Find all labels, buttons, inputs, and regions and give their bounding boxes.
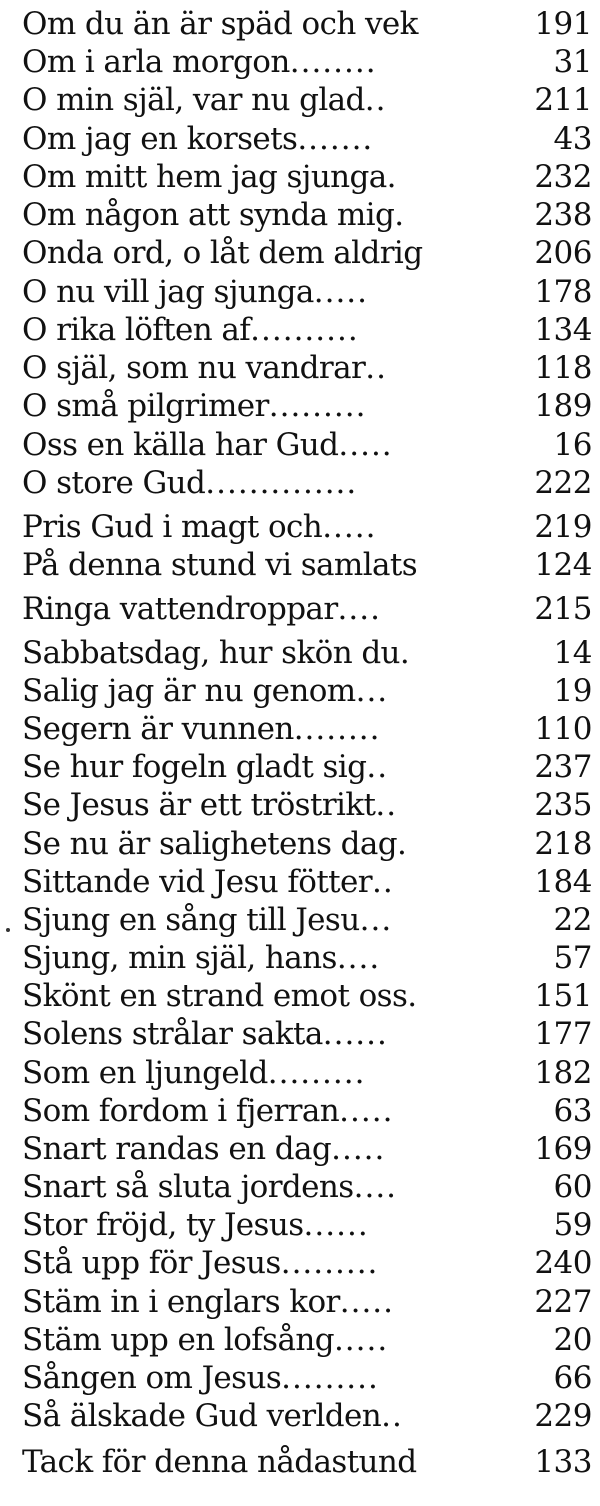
entry-page-number: 182	[534, 1055, 592, 1091]
index-entry	[22, 1169, 592, 1205]
entry-title: O nu vill jag sjunga	[22, 274, 314, 310]
index-entry	[22, 1360, 592, 1396]
entry-title: O små pilgrimer	[22, 388, 269, 424]
entry-page-number: 237	[534, 749, 592, 785]
entry-page-number: 14	[553, 635, 592, 671]
index-entry	[22, 940, 592, 976]
entry-page-number: 189	[534, 388, 592, 424]
index-entry	[22, 465, 592, 501]
entry-title: Som en ljungeld	[22, 1055, 268, 1091]
dot-leader: .....	[338, 427, 393, 463]
entry-page-number: 118	[534, 350, 592, 386]
entry-title: Ringa vattendroppar	[22, 591, 338, 627]
dot-leader: ..	[364, 82, 387, 118]
index-entry	[22, 350, 592, 386]
dot-leader: .....	[322, 509, 377, 545]
dot-leader: ....	[336, 940, 381, 976]
entry-page-number: 110	[534, 711, 592, 747]
entry-title: Om någon att synda mig.	[22, 197, 404, 233]
entry-title: Pris Gud i magt och	[22, 509, 323, 545]
dot-leader: ........	[293, 711, 381, 747]
entry-page-number: 232	[534, 159, 592, 195]
dot-leader: ....	[353, 1169, 398, 1205]
entry-page-number: 178	[534, 274, 592, 310]
dot-leader: .....	[333, 1322, 389, 1358]
dot-leader: .........	[267, 1055, 366, 1091]
entry-title: Se hur fogeln gladt sig	[22, 749, 367, 785]
index-entry	[22, 635, 592, 671]
dot-leader: ..............	[205, 465, 358, 501]
entry-page-number: 60	[553, 1169, 592, 1205]
hymn-index-page	[22, 0, 592, 1506]
entry-title: Sången om Jesus	[22, 1360, 282, 1396]
dot-leader: ...	[359, 902, 393, 938]
dot-leader: ...	[355, 673, 389, 709]
entry-title: Om jag en korsets	[22, 121, 298, 157]
entry-title: Stå upp för Jesus	[22, 1245, 281, 1281]
index-entry	[22, 711, 592, 747]
entry-page-number: 22	[553, 902, 592, 938]
entry-page-number: 222	[534, 465, 592, 501]
entry-title: Solens strålar sakta	[22, 1016, 323, 1052]
entry-page-number: 31	[553, 44, 592, 80]
dot-leader: .........	[268, 388, 367, 424]
entry-page-number: 134	[534, 312, 592, 348]
dot-leader: .....	[331, 1131, 386, 1167]
entry-title: O store Gud	[22, 465, 206, 501]
entry-page-number: 66	[553, 1360, 592, 1396]
entry-page-number: 235	[534, 787, 592, 823]
entry-page-number: 43	[553, 121, 592, 157]
entry-page-number: 184	[534, 864, 592, 900]
entry-title: Onda ord, o låt dem aldrig	[22, 235, 423, 271]
entry-title: Skönt en strand emot oss.	[22, 978, 417, 1014]
margin-speck	[6, 928, 10, 932]
entry-page-number: 211	[534, 82, 592, 118]
entry-title: Oss en källa har Gud	[22, 427, 339, 463]
dot-leader: .......	[297, 121, 374, 157]
dot-leader: .........	[281, 1360, 379, 1396]
entry-page-number: 59	[553, 1207, 592, 1243]
entry-page-number: 206	[534, 235, 592, 271]
index-entry	[22, 388, 592, 424]
entry-title: Stäm in i englars kor	[22, 1284, 340, 1320]
entry-page-number: 20	[553, 1322, 592, 1358]
index-entry	[22, 427, 592, 463]
entry-page-number: 57	[553, 940, 592, 976]
index-entry	[22, 1245, 592, 1281]
index-entry	[22, 547, 592, 583]
index-entry	[22, 787, 592, 823]
index-entry	[22, 864, 592, 900]
dot-leader: ..	[381, 1398, 403, 1434]
index-entry	[22, 1284, 592, 1320]
index-entry	[22, 121, 592, 157]
entry-page-number: 191	[534, 6, 592, 42]
entry-title: Om i arla morgon	[22, 44, 290, 80]
entry-page-number: 151	[534, 978, 592, 1014]
index-entry	[22, 902, 592, 938]
index-entry	[22, 749, 592, 785]
dot-leader: ......	[322, 1016, 388, 1052]
entry-title: Snart så sluta jordens	[22, 1169, 354, 1205]
entry-title: Om mitt hem jag sjunga.	[22, 159, 396, 195]
entry-title: Segern är vunnen	[22, 711, 294, 747]
dot-leader: .........	[280, 1245, 379, 1281]
index-entry	[22, 826, 592, 862]
index-entry	[22, 159, 592, 195]
entry-title: Sittande vid Jesu fötter	[22, 864, 373, 900]
dot-leader: ..	[372, 864, 394, 900]
entry-page-number: 229	[534, 1398, 592, 1434]
entry-title: Som fordom i fjerran	[22, 1093, 340, 1129]
index-entry	[22, 1207, 592, 1243]
entry-page-number: 240	[534, 1245, 592, 1281]
entry-title: Stor fröjd, ty Jesus	[22, 1207, 304, 1243]
index-entry	[22, 6, 592, 42]
dot-leader: ....	[337, 591, 381, 627]
entry-page-number: 124	[534, 547, 592, 583]
index-entry	[22, 235, 592, 271]
index-entry	[22, 1016, 592, 1052]
entry-title: O min själ, var nu glad	[22, 82, 365, 118]
index-entry	[22, 1055, 592, 1091]
entry-title: Sjung, min själ, hans	[22, 940, 337, 976]
dot-leader: ........	[289, 44, 377, 80]
entry-title: Sabbatsdag, hur skön du.	[22, 635, 410, 671]
entry-title: Salig jag är nu genom	[22, 673, 356, 709]
entry-title: Sjung en sång till Jesu	[22, 902, 360, 938]
entry-title: Så älskade Gud verlden	[22, 1398, 382, 1434]
dot-leader: ......	[303, 1207, 369, 1243]
dot-leader: .....	[339, 1284, 395, 1320]
entry-page-number: 218	[534, 826, 592, 862]
entry-title: Snart randas en dag	[22, 1131, 332, 1167]
index-entry	[22, 312, 592, 348]
index-entry	[22, 978, 592, 1014]
entry-page-number: 177	[534, 1016, 592, 1052]
entry-title: Om du än är späd och vek	[22, 6, 418, 42]
entry-page-number: 19	[553, 673, 592, 709]
entry-page-number: 63	[553, 1093, 592, 1129]
index-entry	[22, 1444, 592, 1480]
entry-title: Tack för denna nådastund	[22, 1444, 417, 1480]
index-entry	[22, 509, 592, 545]
index-entry	[22, 1131, 592, 1167]
entry-page-number: 215	[534, 591, 592, 627]
dot-leader: ..	[366, 749, 389, 785]
index-entry	[22, 82, 592, 118]
entry-title: Stäm upp en lofsång	[22, 1322, 334, 1358]
dot-leader: .....	[313, 274, 369, 310]
index-entry	[22, 197, 592, 233]
index-entry	[22, 591, 592, 627]
entry-title: O själ, som nu vandrar	[22, 350, 366, 386]
entry-page-number: 16	[553, 427, 592, 463]
index-entry	[22, 1398, 592, 1434]
entry-page-number: 219	[534, 509, 592, 545]
dot-leader: .....	[339, 1093, 394, 1129]
dot-leader: ..........	[250, 312, 359, 348]
entry-title: Se nu är salighetens dag.	[22, 826, 407, 862]
dot-leader: ..	[375, 787, 398, 823]
entry-page-number: 227	[534, 1284, 592, 1320]
index-entry	[22, 673, 592, 709]
index-entry	[22, 44, 592, 80]
entry-page-number: 133	[534, 1444, 592, 1480]
index-entry	[22, 274, 592, 310]
entry-title: O rika löften af	[22, 312, 251, 348]
index-entry	[22, 1093, 592, 1129]
dot-leader: ..	[365, 350, 387, 386]
entry-title: Se Jesus är ett tröstrikt	[22, 787, 376, 823]
entry-title: På denna stund vi samlats	[22, 547, 418, 583]
entry-page-number: 238	[534, 197, 592, 233]
entry-page-number: 169	[534, 1131, 592, 1167]
index-entry	[22, 1322, 592, 1358]
